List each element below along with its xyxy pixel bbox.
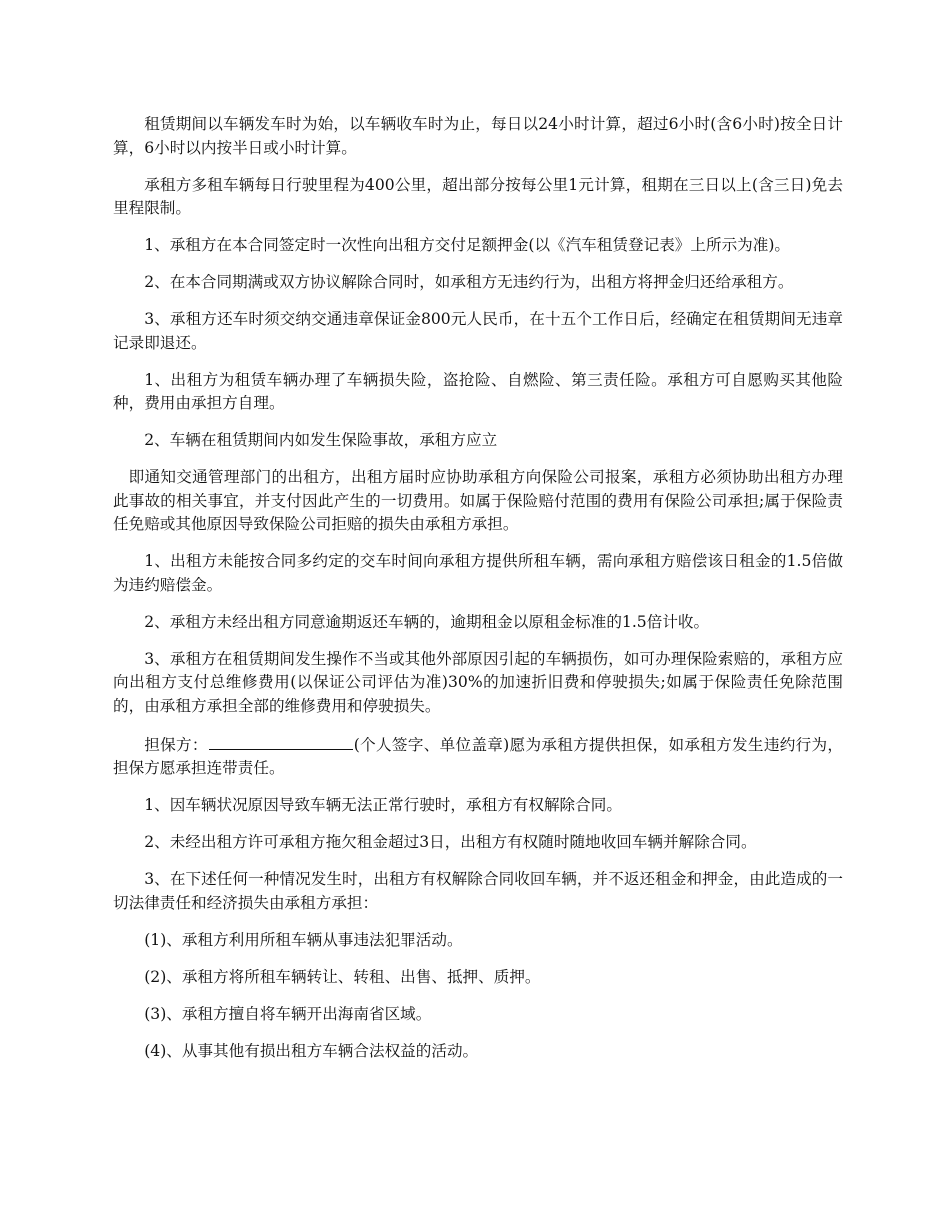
paragraph-termination-rent-arrears: 2、未经出租方许可承租方拖欠租金超过3日，出租方有权随时随地收回车辆并解除合同。	[144, 833, 757, 851]
paragraph-rental-period: 租赁期间以车辆发车时为始，以车辆收车时为止，每日以24小时计算，超过6小时(含6小时)按全日计算，6小时以内按半日或小时计算。	[113, 115, 843, 157]
paragraph-termination-conditions: 3、在下述任何一种情况发生时，出租方有权解除合同收回车辆，并不返还租金和押金，由此造成的一切法律责任和经济损失由承租方承担：	[113, 870, 843, 912]
paragraph-insurance-accident: 2、车辆在租赁期间内如发生保险事故，承租方应立	[144, 431, 498, 449]
paragraph-termination-vehicle-fault: 1、因车辆状况原因导致车辆无法正常行驶时，承租方有权解除合同。	[144, 796, 622, 814]
paragraph-insurance-coverage: 1、出租方为租赁车辆办理了车辆损失险，盗抢险、自燃险、第三责任险。承租方可自愿购买其他险种，费用由承担方自理。	[113, 370, 843, 412]
paragraph-violation-bond: 3、承租方还车时须交纳交通违章保证金800元人民币，在十五个工作日后，经确定在租赁期间无违章记录即退还。	[113, 310, 843, 352]
list-item-illegal-use: (1)、承租方利用所租车辆从事违法犯罪活动。	[144, 930, 463, 949]
paragraph-mileage-limit: 承租方多租车辆每日行驶里程为400公里，超出部分按每公里1元计算，租期在三日以上(含三日)免去里程限制。	[113, 175, 843, 217]
paragraph-deposit-return: 2、在本合同期满或双方协议解除合同时，如承租方无违约行为，出租方将押金归还给承租方。	[144, 273, 794, 291]
paragraph-lessor-delay-penalty: 1、出租方未能按合同多约定的交车时间向承租方提供所租车辆，需向承租方赔偿该日租金的1.5倍做为违约赔偿金。	[113, 552, 843, 594]
document-body	[113, 113, 843, 1077]
paragraph-overdue-return: 2、承租方未经出租方同意逾期返还车辆的，逾期租金以原租金标准的1.5倍计收。	[144, 612, 710, 631]
guarantor-signature-blank[interactable]	[209, 732, 353, 750]
paragraph-guarantor	[113, 732, 843, 781]
paragraph-accident-procedure: 即通知交通管理部门的出租方，出租方届时应协助承租方向保险公司报案，承租方必须协助出租方办理此事故的相关事宜，并支付因此产生的一切费用。如属于保险赔付范围的费用有保险公司承担;属于保险责任免赔或其他原因导致保险公司拒赔的损失由承租方承担。	[113, 468, 843, 533]
list-item-leave-region: (3)、承租方擅自将车辆开出海南省区域。	[144, 1004, 432, 1023]
guarantor-text: (个人签字、单位盖章)愿为承租方提供担保，如承租方发生违约行为，担保方愿承担连带责任。	[113, 735, 843, 777]
list-item-other-harm: (4)、从事其他有损出租方车辆合法权益的活动。	[144, 1041, 479, 1060]
paragraph-damage-compensation: 3、承租方在租赁期间发生操作不当或其他外部原因引起的车辆损伤，如可办理保险索赔的，承租方应向出租方支付总维修费用(以保证公司评估为准)30%的加速折旧费和停驶损失;如属于保险责任免除范围的，由承租方承担全部的维修费用和停驶损失。	[113, 649, 843, 715]
guarantor-label: 担保方：	[144, 735, 208, 754]
list-item-transfer: (2)、承租方将所租车辆转让、转租、出售、抵押、质押。	[144, 967, 541, 986]
paragraph-deposit-payment: 1、承租方在本合同签定时一次性向出租方交付足额押金(以《汽车租赁登记表》上所示为准)。	[144, 236, 791, 254]
